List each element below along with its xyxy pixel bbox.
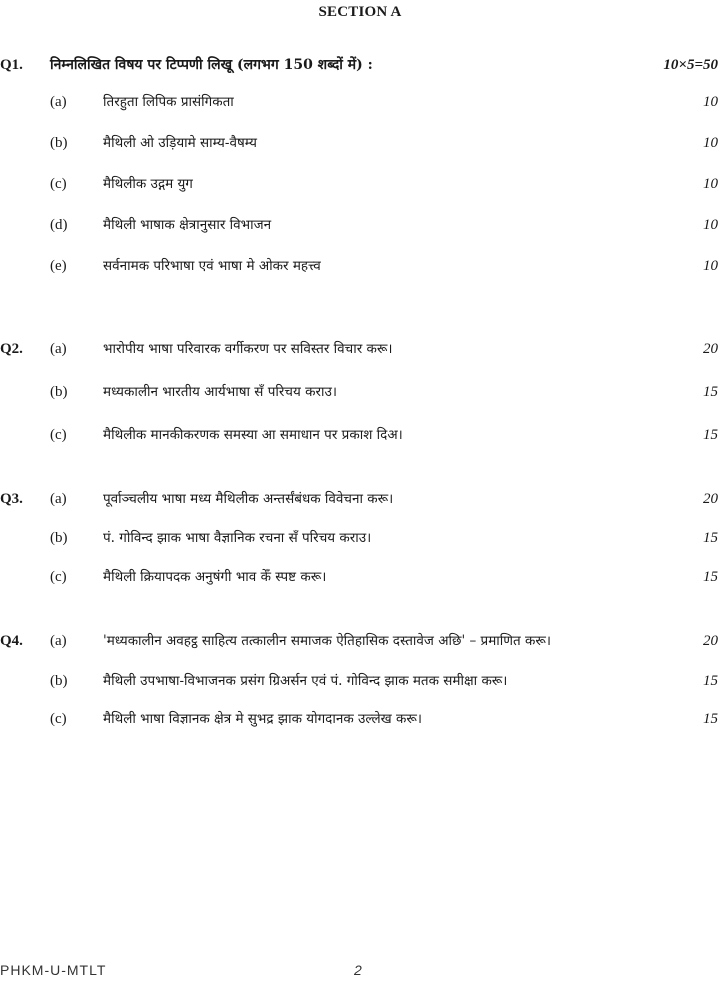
part-label: (c) xyxy=(50,176,67,192)
part-label: (b) xyxy=(50,135,68,151)
paper-code: PHKM-U-MTLT xyxy=(0,962,107,978)
part-text: मैथिली उपभाषा-विभाजनक प्रसंग ग्रिअर्सन एवं पं. गोविन्द झाक मतक समीक्षा करू। xyxy=(103,673,508,689)
question-number: Q3. xyxy=(0,491,23,507)
question-3-part-c xyxy=(0,564,720,590)
part-label: (a) xyxy=(50,491,67,507)
part-marks: 15 xyxy=(703,711,718,727)
part-marks: 20 xyxy=(703,491,718,507)
question-2-part-b xyxy=(0,379,720,405)
question-4-part-b xyxy=(0,668,720,694)
part-text: मैथिली भाषा विज्ञानक क्षेत्र मे सुभद्र झाक योगदानक उल्लेख करू। xyxy=(103,711,422,727)
part-text: मैथिलीक उद्गम युग xyxy=(103,176,193,192)
question-3-part-b xyxy=(0,525,720,551)
part-text: भारोपीय भाषा परिवारक वर्गीकरण पर सविस्तर विचार करू। xyxy=(103,341,393,357)
part-marks: 15 xyxy=(703,569,718,585)
part-marks: 15 xyxy=(703,530,718,546)
part-text: मध्यकालीन भारतीय आर्यभाषा सँ परिचय कराउ। xyxy=(103,384,337,400)
section-title: SECTION A xyxy=(318,4,402,20)
question-4-part-a xyxy=(0,628,720,654)
part-marks: 10 xyxy=(703,176,718,192)
part-label: (c) xyxy=(50,569,67,585)
part-text: मैथिली भाषाक क्षेत्रानुसार विभाजन xyxy=(103,217,272,233)
question-1-part-d xyxy=(0,212,720,238)
question-1-heading-row xyxy=(0,52,720,78)
part-label: (b) xyxy=(50,530,68,546)
part-marks: 10 xyxy=(703,258,718,274)
part-marks: 10 xyxy=(703,94,718,110)
question-number: Q1. xyxy=(0,57,23,73)
part-label: (a) xyxy=(50,94,67,110)
part-marks: 15 xyxy=(703,673,718,689)
part-marks: 10 xyxy=(703,135,718,151)
part-text: 'मध्यकालीन अवहट्ठ साहित्य तत्कालीन समाजक ऐतिहासिक दस्तावेज अछि' – प्रमाणित करू। xyxy=(103,633,552,649)
part-label: (a) xyxy=(50,341,67,357)
part-label: (e) xyxy=(50,258,67,274)
part-label: (b) xyxy=(50,384,68,400)
part-text: सर्वनामक परिभाषा एवं भाषा मे ओकर महत्त्व xyxy=(103,258,321,274)
question-2-part-c xyxy=(0,422,720,448)
part-label: (c) xyxy=(50,711,67,727)
part-text: तिरहुता लिपिक प्रासंगिकता xyxy=(103,94,234,110)
question-number: Q2. xyxy=(0,341,23,357)
page-number: 2 xyxy=(354,962,362,978)
question-2-part-a xyxy=(0,336,720,362)
part-marks: 20 xyxy=(703,633,718,649)
part-marks: 15 xyxy=(703,427,718,443)
question-1-part-b xyxy=(0,130,720,156)
question-marks: 10×5=50 xyxy=(663,57,718,73)
question-1-part-a xyxy=(0,89,720,115)
part-label: (c) xyxy=(50,427,67,443)
part-text: मैथिली क्रियापदक अनुषंगी भाव केँ स्पष्ट करू। xyxy=(103,569,327,585)
part-label: (a) xyxy=(50,633,67,649)
question-heading: निम्नलिखित विषय पर टिप्पणी लिखू (लगभग 150 शब्दों में) : xyxy=(50,57,373,73)
part-text: पूर्वाञ्चलीय भाषा मध्य मैथिलीक अन्तर्संबंधक विवेचना करू। xyxy=(103,491,394,507)
question-1-part-c xyxy=(0,171,720,197)
part-marks: 15 xyxy=(703,384,718,400)
part-text: पं. गोविन्द झाक भाषा वैज्ञानिक रचना सँ परिचय कराउ। xyxy=(103,530,372,546)
question-3-part-a xyxy=(0,486,720,512)
part-label: (d) xyxy=(50,217,68,233)
question-1-part-e xyxy=(0,253,720,279)
part-label: (b) xyxy=(50,673,68,689)
question-4-part-c xyxy=(0,706,720,732)
question-number: Q4. xyxy=(0,633,23,649)
part-marks: 20 xyxy=(703,341,718,357)
part-marks: 10 xyxy=(703,217,718,233)
part-text: मैथिली ओ उड़ियामे साम्य-वैषम्य xyxy=(103,135,257,151)
part-text: मैथिलीक मानकीकरणक समस्या आ समाधान पर प्रकाश दिअ। xyxy=(103,427,403,443)
